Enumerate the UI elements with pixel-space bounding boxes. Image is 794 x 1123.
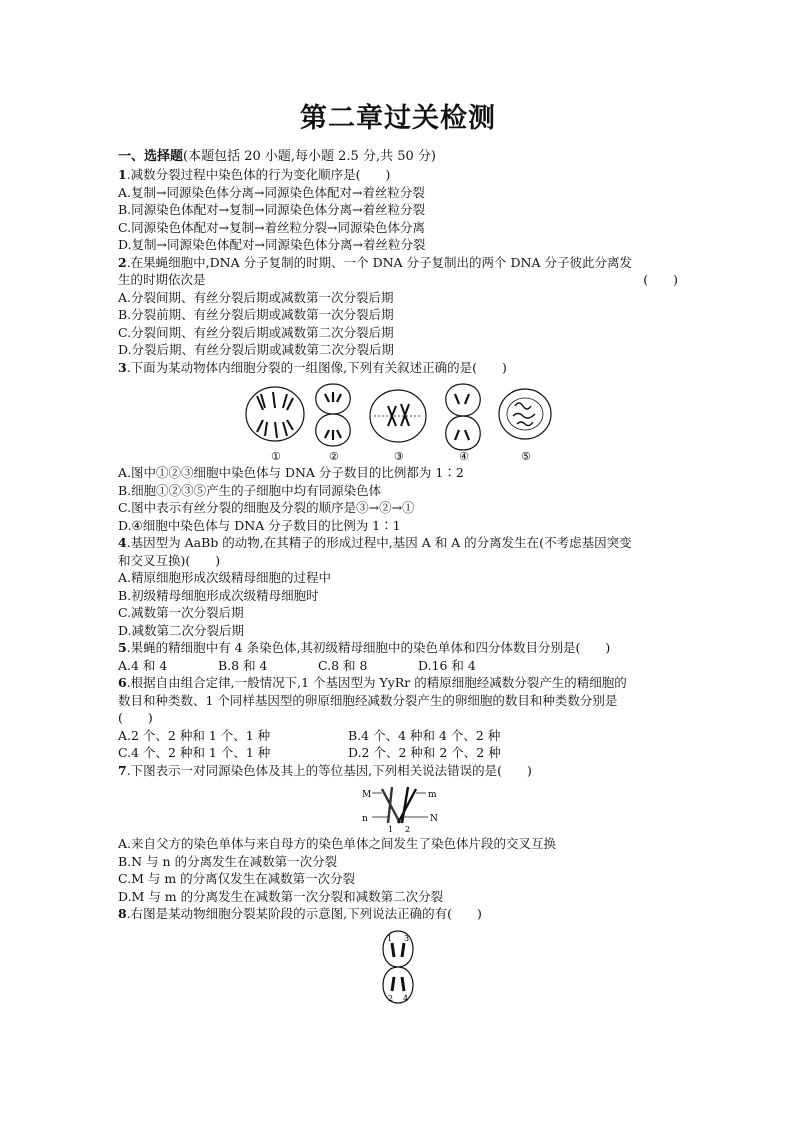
cell-5 <box>499 389 551 439</box>
question-2 <box>118 254 678 272</box>
figure-label: ② <box>329 450 339 462</box>
question-number: 6 <box>118 675 127 690</box>
chromosome-label-2: 2 <box>405 825 411 833</box>
option-d: D.减数第二次分裂后期 <box>118 622 245 638</box>
question-stem: .果蝇的精细胞中有 4 条染色体,其初级精母细胞中的染色单体和四分体数目分别是( ) <box>126 640 611 655</box>
option-b: B.细胞①②③⑤产生的子细胞中均有同源染色体 <box>118 482 382 498</box>
option-b: B.同源染色体配对→复制→同源染色体分离→着丝粒分裂 <box>118 202 426 217</box>
option-b: B.4 个、4 种和 4 个、2 种 <box>348 727 501 743</box>
cell-2 <box>316 384 351 446</box>
figure-label: ① <box>271 450 281 462</box>
option-a: A.分裂间期、有丝分裂后期或减数第一次分裂后期 <box>118 289 394 305</box>
chromosome-label-1: 1 <box>388 825 394 833</box>
option-c: C.图中表示有丝分裂的细胞及分裂的顺序是③→②→① <box>118 500 415 515</box>
section-note: (本题包括 20 小题,每小题 2.5 分,共 50 分) <box>183 149 436 164</box>
question-stem: .下面为某动物体内细胞分裂的一组图像,下列有关叙述正确的是( ) <box>126 359 507 375</box>
option-d: D.M 与 m 的分离发生在减数第一次分裂和减数第二次分裂 <box>118 888 444 904</box>
homologous-chromosome-diagram <box>348 783 448 833</box>
option-a: A.图中①②③细胞中染色体与 DNA 分子数目的比例都为 1∶2 <box>118 465 464 480</box>
option-c: C.同源染色体配对→复制→着丝粒分裂→同源染色体分离 <box>118 219 426 235</box>
option-c: C.分裂间期、有丝分裂后期或减数第二次分裂后期 <box>118 324 394 340</box>
answer-paren: ( ) <box>643 272 678 287</box>
options-row <box>118 727 678 745</box>
option-a: A.来自父方的染色单体与来自母方的染色单体之间发生了染色体片段的交叉互换 <box>118 836 557 851</box>
cell-3 <box>370 390 426 442</box>
gene-label-m: m <box>428 790 437 800</box>
option-b: B.初级精母细胞形成次级精母细胞时 <box>118 587 319 603</box>
option-c: C.减数第一次分裂后期 <box>118 605 244 620</box>
option-a: A.4 和 4 <box>118 657 168 673</box>
question-stem: .减数分裂过程中染色体的行为变化顺序是( ) <box>126 167 391 182</box>
section-label: 一、选择题 <box>118 149 184 164</box>
gene-label-M: M <box>362 790 372 800</box>
option-c: C.4 个、2 种和 1 个、1 种 <box>118 745 271 760</box>
question-5 <box>118 639 678 657</box>
option-a: A.2 个、2 种和 1 个、1 种 <box>118 727 271 743</box>
option-b: B.8 和 4 <box>218 657 268 673</box>
option-d: D.2 个、2 种和 2 个、2 种 <box>348 745 501 760</box>
figure-label: ③ <box>394 450 404 462</box>
question-7 <box>118 762 678 780</box>
section-heading <box>118 145 678 164</box>
options-row <box>118 744 678 762</box>
question-number: 3 <box>118 359 127 375</box>
question-1 <box>118 166 678 184</box>
question-2-cont <box>118 271 678 289</box>
question-stem: .下图表示一对同源染色体及其上的等位基因,下列相关说法错误的是( ) <box>126 762 532 778</box>
question-4 <box>118 534 678 552</box>
question-6-paren: ( ) <box>118 710 153 725</box>
figure-label: ④ <box>459 450 469 462</box>
question-number: 8 <box>118 906 127 921</box>
question-number: 1 <box>118 167 127 182</box>
chromosome-label: 2 <box>388 993 394 1003</box>
question-3 <box>118 359 678 377</box>
question-stem: .根据自由组合定律,一般情况下,1 个基因型为 YyRr 的精原细胞经减数分裂产生的精细胞的 <box>126 675 627 690</box>
page-title: 第二章过关检测 <box>300 103 496 134</box>
chromosome-label: 1 <box>387 933 393 943</box>
cell-4 <box>446 384 481 450</box>
option-c: C.M 与 m 的分离仅发生在减数第一次分裂 <box>118 871 356 886</box>
question-6-cont: 数目和种类数、1 个同样基因型的卵原细胞经减数分裂产生的卵细胞的数目和种类数分别是 <box>118 692 618 708</box>
exam-page <box>118 96 678 1009</box>
option-a: A.精原细胞形成次级精母细胞的过程中 <box>118 570 332 585</box>
option-a: A.复制→同源染色体分离→同源染色体配对→着丝粒分裂 <box>118 184 425 200</box>
option-b: B.分裂前期、有丝分裂后期或减数第一次分裂后期 <box>118 307 394 322</box>
question-stem: .基因型为 AaBb 的动物,在其精子的形成过程中,基因 A 和 A 的分离发生在(不考虑基因突变 <box>126 535 632 550</box>
question-8 <box>118 905 678 923</box>
option-d: D.16 和 4 <box>418 657 476 673</box>
question-number: 7 <box>118 762 127 778</box>
option-c: C.8 和 8 <box>318 657 368 673</box>
chromosome-label: 4 <box>403 993 409 1003</box>
question-number: 2 <box>118 254 127 270</box>
option-d: D.④细胞中染色体与 DNA 分子数目的比例为 1∶1 <box>118 517 401 533</box>
question-number: 4 <box>118 535 127 550</box>
question-4-cont: 和交叉互换)( ) <box>118 552 221 568</box>
cell-division-figure <box>118 380 678 462</box>
question-stem: .在果蝇细胞中,DNA 分子复制的时期、一个 DNA 分子复制出的两个 DNA 分子彼此分离发 <box>126 254 632 270</box>
figure-label: ⑤ <box>521 450 531 462</box>
option-b: B.N 与 n 的分离发生在减数第一次分裂 <box>118 853 338 869</box>
cell-division-diagram <box>243 380 553 462</box>
option-d: D.分裂后期、有丝分裂后期或减数第二次分裂后期 <box>118 342 395 357</box>
cell-stage-diagram <box>368 927 428 1007</box>
gene-label-n: n <box>362 814 368 824</box>
chromosome-label: 3 <box>404 933 410 943</box>
homologous-chromosome-figure <box>118 783 678 833</box>
options-row <box>118 657 678 675</box>
option-d: D.复制→同源染色体配对→同源染色体分离→着丝粒分裂 <box>118 237 426 252</box>
gene-label-N: N <box>430 814 438 824</box>
question-stem-cont: 生的时期依次是 <box>118 272 206 287</box>
cell-1 <box>246 387 304 441</box>
cell-stage-figure <box>118 927 678 1007</box>
question-number: 5 <box>118 640 127 655</box>
question-6 <box>118 674 678 692</box>
question-stem: .右图是某动物细胞分裂某阶段的示意图,下列说法正确的有( ) <box>126 906 482 921</box>
